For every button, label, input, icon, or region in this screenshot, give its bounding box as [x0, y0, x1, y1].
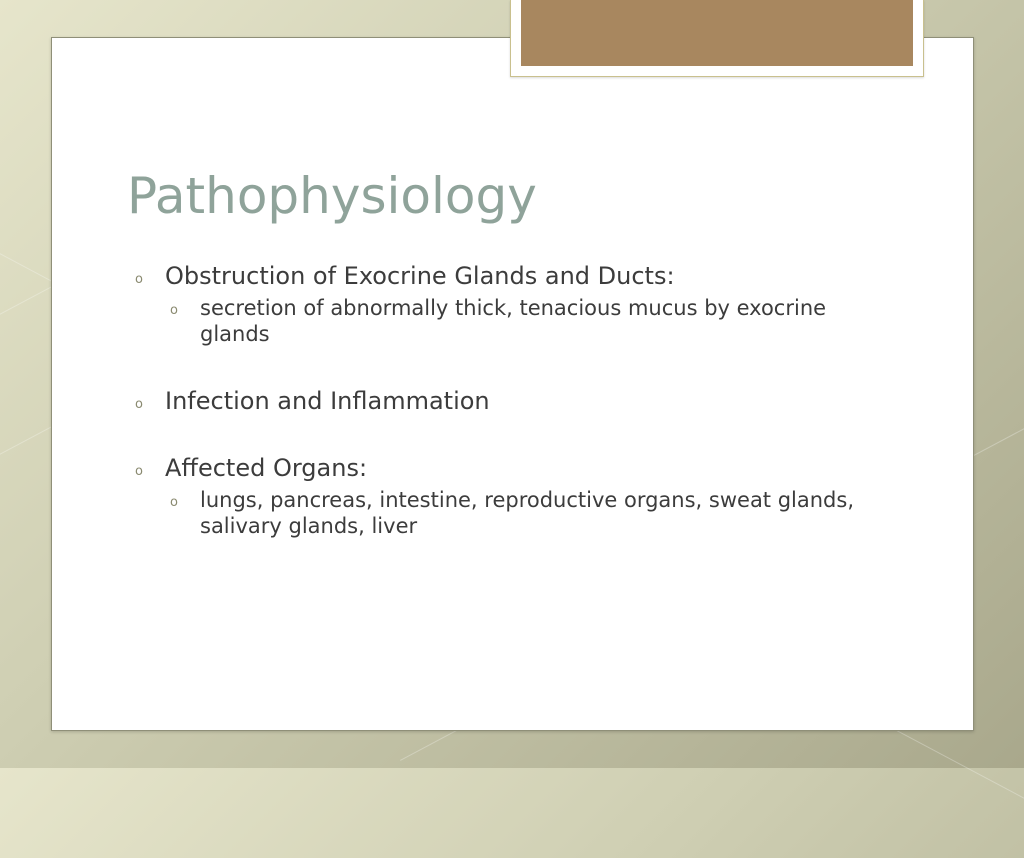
bullet-list	[135, 262, 875, 539]
bullet-item	[135, 387, 875, 416]
sub-bullet-item	[135, 487, 875, 540]
bullet-text: Infection and Inflammation	[165, 387, 490, 416]
bullet-item	[135, 262, 875, 291]
slide-title: Pathophysiology	[127, 167, 537, 225]
bullet-item	[135, 454, 875, 483]
accent-tab-fill	[521, 0, 913, 66]
bullet-marker: o	[135, 464, 143, 480]
sub-bullet-item	[135, 295, 875, 348]
sub-bullet-text: lungs, pancreas, intestine, reproductive organs, sweat glands, salivary glands, liver	[200, 487, 855, 539]
sub-bullet-marker: o	[170, 302, 178, 318]
bullet-text: Affected Organs:	[165, 454, 368, 483]
bullet-marker: o	[135, 272, 143, 287]
sub-bullet-marker: o	[170, 494, 178, 510]
sub-bullet-text: secretion of abnormally thick, tenacious mucus by exocrine glands	[200, 295, 827, 347]
bullet-text: Obstruction of Exocrine Glands and Ducts:	[165, 262, 675, 290]
accent-tab	[510, 0, 924, 77]
bullet-marker: o	[135, 397, 143, 413]
